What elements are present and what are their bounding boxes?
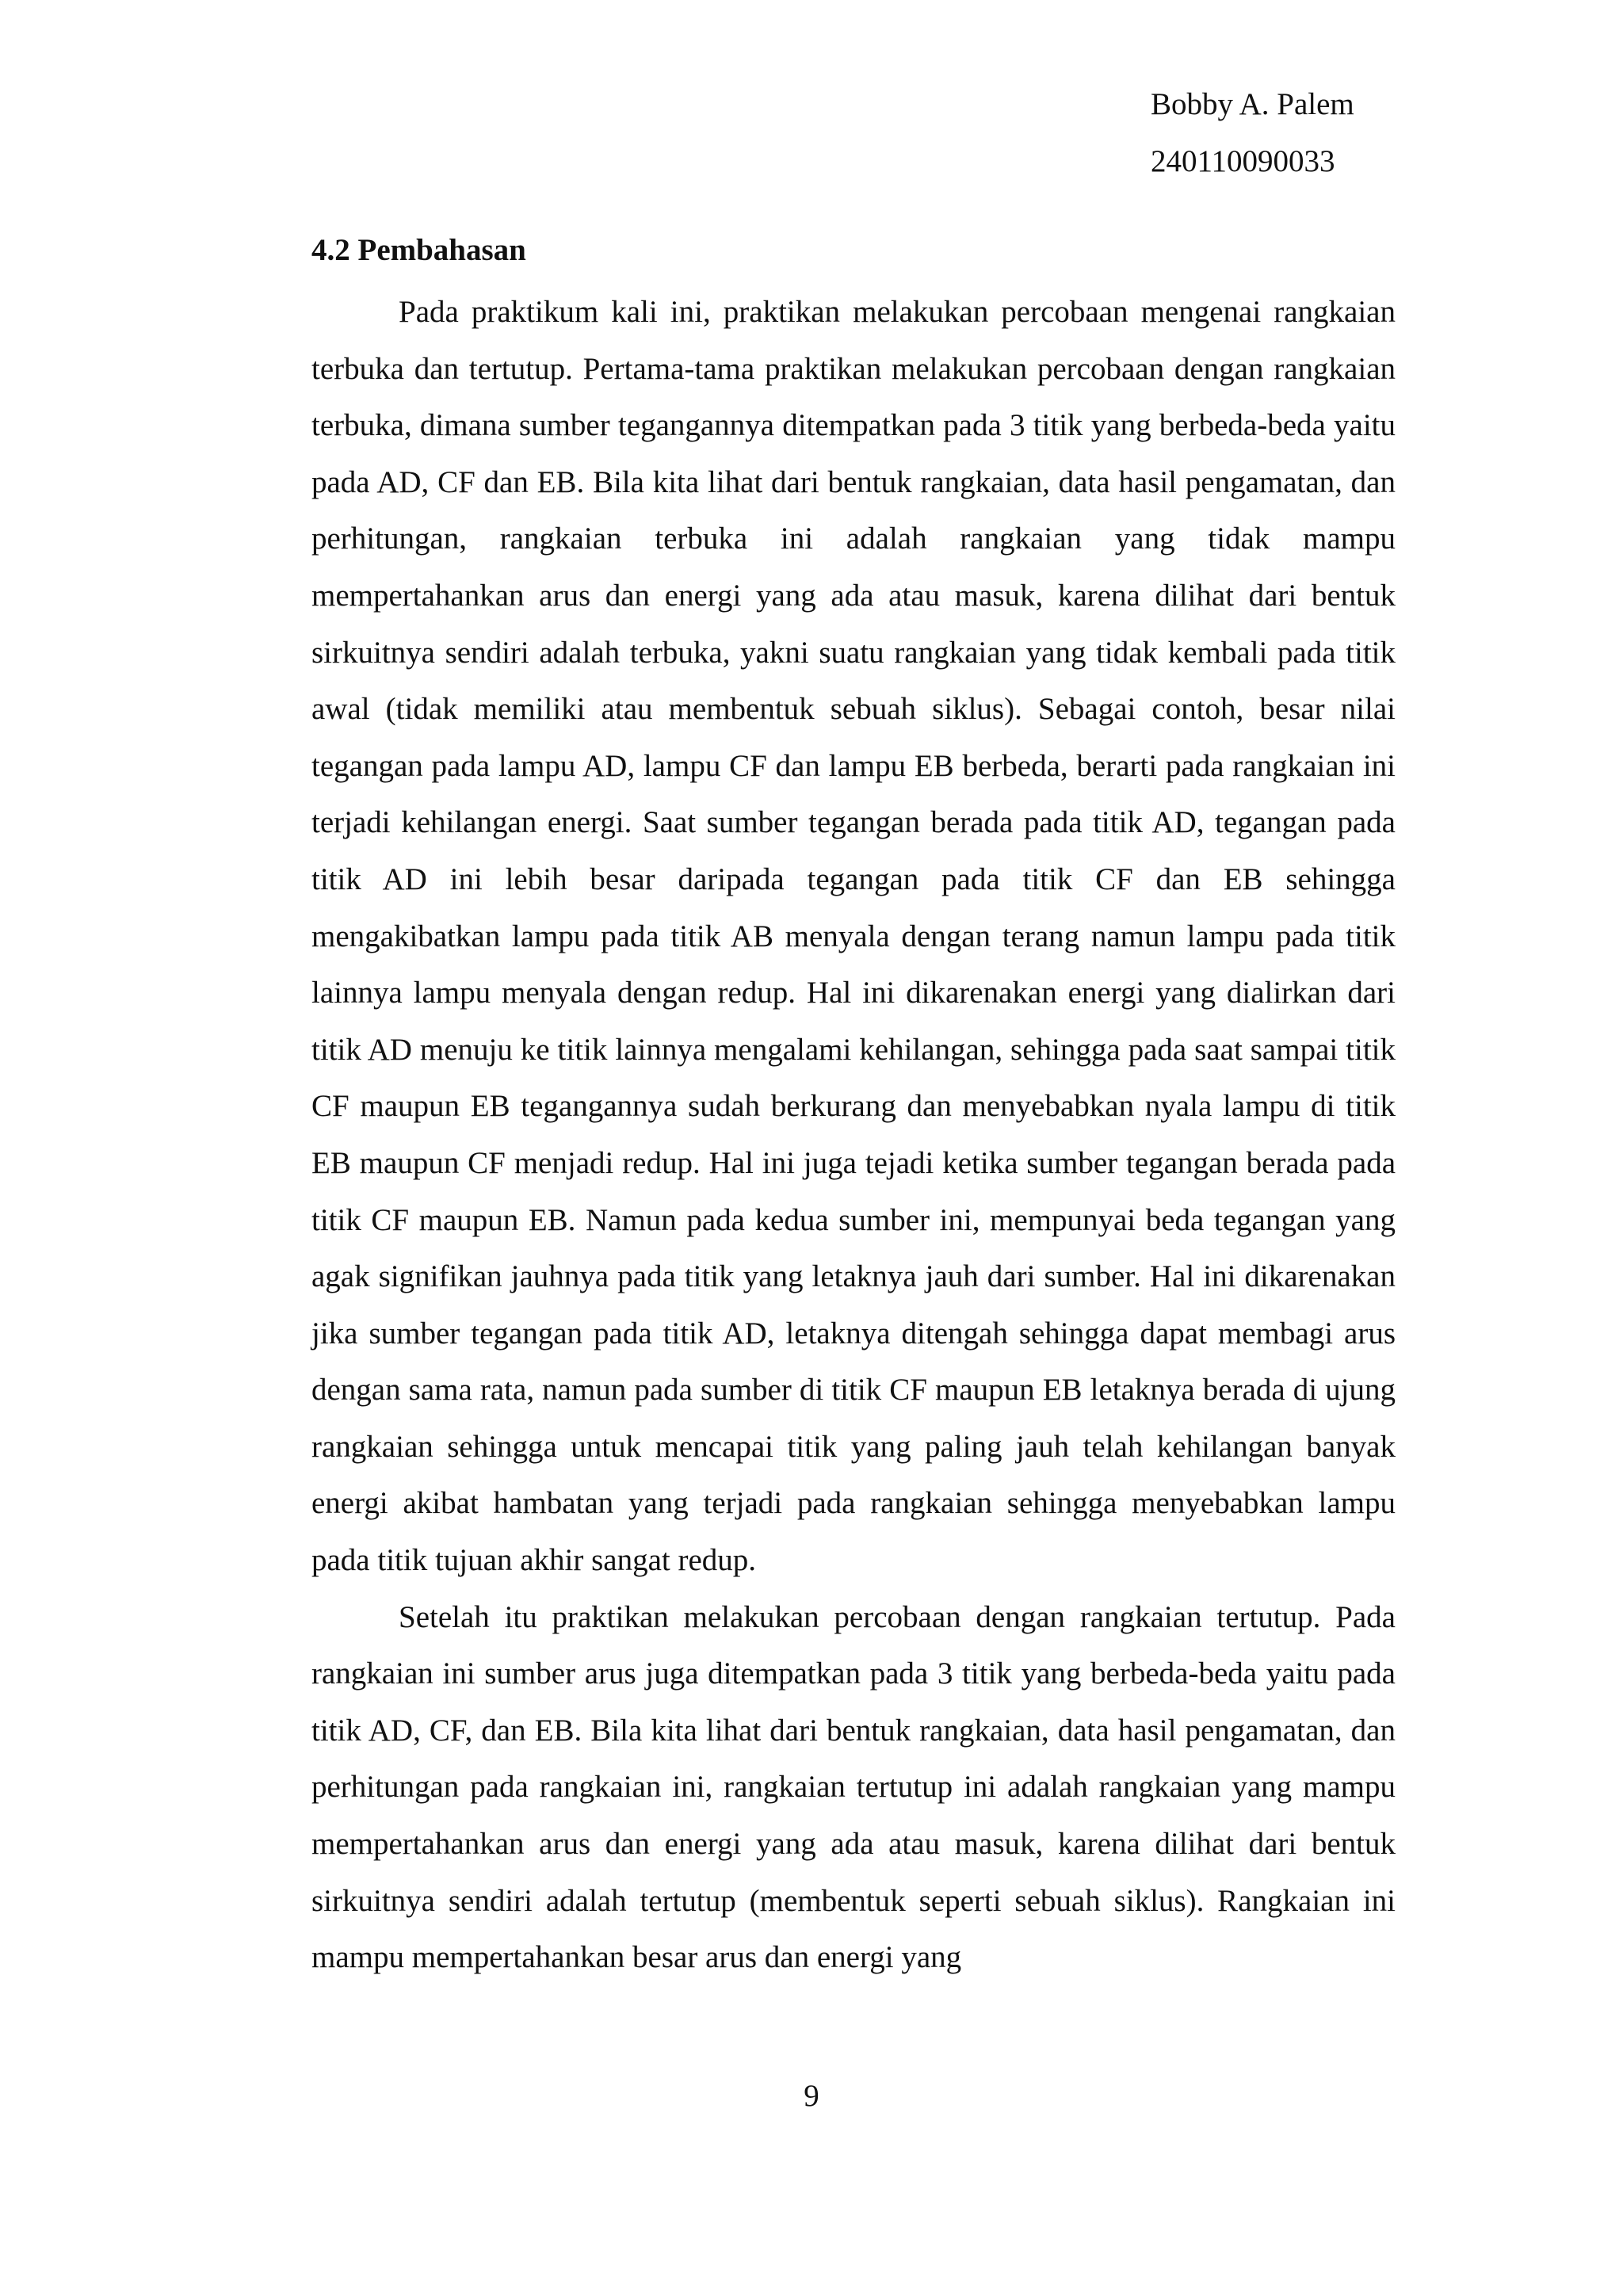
section-heading: 4.2 Pembahasan <box>311 233 526 267</box>
body-text <box>311 284 1396 1986</box>
paragraph-closed-circuit: Setelah itu praktikan melakukan percobaan dengan rangkaian tertutup. Pada rangkaian ini sumber arus juga ditempatkan pada 3 titik yang berbeda-beda yaitu pada titik AD, CF, dan EB. Bila kita lihat dari bentuk rangkaian, data hasil pengamatan, dan perhitungan pada rangkaian ini, rangkaian tertutup ini adalah rangkaian yang mampu mempertahankan arus dan energi yang ada atau masuk, karena dilihat dari bentuk sirkuitnya sendiri adalah tertutup (membentuk seperti sebuah siklus). Rangkaian ini mampu mempertahankan besar arus dan energi yang <box>311 1599 1396 1975</box>
paragraph-open-circuit: Pada praktikum kali ini, praktikan melakukan percobaan mengenai rangkaian terbuka dan tertutup. Pertama-tama praktikan melakukan percobaan dengan rangkaian terbuka, dimana sumber tegangannya ditempatkan pada 3 titik yang berbeda-beda yaitu pada AD, CF dan EB. Bila kita lihat dari bentuk rangkaian, data hasil pengamatan, dan perhitungan, rangkaian terbuka ini adalah rangkaian yang tidak mampu mempertahankan arus dan energi yang ada atau masuk, karena dilihat dari bentuk sirkuitnya sendiri adalah terbuka, yakni suatu rangkaian yang tidak kembali pada titik awal (tidak memiliki atau membentuk sebuah siklus). Sebagai contoh, besar nilai tegangan pada lampu AD, lampu CF dan lampu EB berbeda, berarti pada rangkaian ini terjadi kehilangan energi. Saat sumber tegangan berada pada titik AD, tegangan pada titik AD ini lebih besar daripada tegangan pada titik CF dan EB sehingga mengakibatkan lampu pada titik AB menyala dengan terang namun lampu pada titik lainnya lampu menyala dengan redup. Hal ini dikarenakan energi yang dialirkan dari titik AD menuju ke titik lainnya mengalami kehilangan, sehingga pada saat sampai titik CF maupun EB tegangannya sudah berkurang dan menyebabkan nyala lampu di titik EB maupun CF menjadi redup. Hal ini juga tejadi ketika sumber tegangan berada pada titik CF maupun EB. Namun pada kedua sumber ini, mempunyai beda tegangan yang agak signifikan jauhnya pada titik yang letaknya jauh dari sumber. Hal ini dikarenakan jika sumber tegangan pada titik AD, letaknya ditengah sehingga dapat membagi arus dengan sama rata, namun pada sumber di titik CF maupun EB letaknya berada di ujung rangkaian sehingga untuk mencapai titik yang paling jauh telah kehilangan banyak energi akibat hambatan yang terjadi pada rangkaian sehingga menyebabkan lampu pada titik tujuan akhir sangat redup. <box>311 295 1396 1578</box>
author-name: Bobby A. Palem <box>1151 87 1354 121</box>
student-id: 240110090033 <box>1151 144 1335 178</box>
page-header <box>1151 76 1354 190</box>
page-number: 9 <box>804 2079 819 2113</box>
